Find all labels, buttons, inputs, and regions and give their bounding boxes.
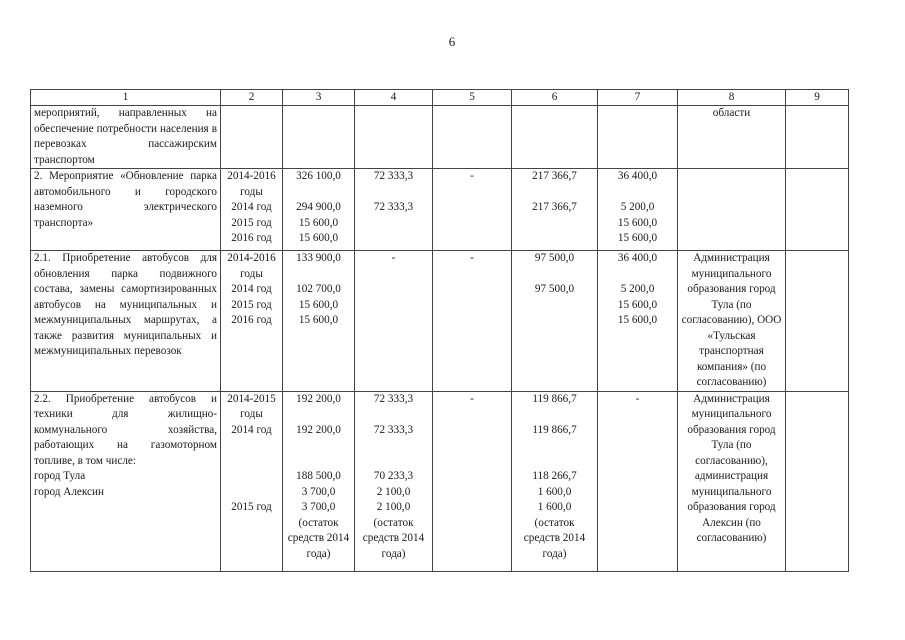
federal-amount-cell: - xyxy=(355,251,433,392)
total-amount-cell: 192 200,0 192 200,0 188 500,0 3 700,0 3 700,0 (остаток средств 2014 года) xyxy=(283,391,355,571)
header-cell: 9 xyxy=(786,90,849,106)
table-row xyxy=(31,169,849,251)
header-cell: 4 xyxy=(355,90,433,106)
table-row xyxy=(31,251,849,392)
local-amount-cell: 97 500,0 97 500,0 xyxy=(512,251,598,392)
responsible-executor: области xyxy=(678,106,786,169)
extra-amount-cell: 36 400,0 5 200,0 15 600,0 15 600,0 xyxy=(598,251,678,392)
responsible-executor: Администрация муниципального образования город Тула (по согласованию), ООО «Тульская транспортная компания» (по согласованию) xyxy=(678,251,786,392)
activity-description: 2.1. Приобретение автобусов для обновления парка подвижного состава, замены самортизированных автобусов на муниципальных и межмуниципальных маршрутах, а также развития муниципальных и межмуниципальных перевозок xyxy=(31,251,221,392)
local-amount-cell: 119 866,7 119 866,7 118 266,7 1 600,0 1 600,0 (остаток средств 2014 года) xyxy=(512,391,598,571)
header-cell: 8 xyxy=(678,90,786,106)
total-amount-cell: 326 100,0 294 900,0 15 600,0 15 600,0 xyxy=(283,169,355,251)
activity-description: 2. Мероприятие «Обновление парка автомобильного и городского наземного электрического транспорта» xyxy=(31,169,221,251)
period-cell: 2014-2016 годы 2014 год 2015 год 2016 год xyxy=(221,251,283,392)
program-table xyxy=(30,89,849,572)
period-cell: 2014-2015 годы 2014 год 2015 год xyxy=(221,391,283,571)
header-cell: 6 xyxy=(512,90,598,106)
header-cell: 3 xyxy=(283,90,355,106)
responsible-executor: Администрация муниципального образования город Тула (по согласованию), администрация муниципального образования город Алексин (по согласованию) xyxy=(678,391,786,571)
regional-amount-cell: - xyxy=(433,391,512,571)
extra-amount-cell: 36 400,0 5 200,0 15 600,0 15 600,0 xyxy=(598,169,678,251)
regional-amount-cell: - xyxy=(433,169,512,251)
total-amount-cell: 133 900,0 102 700,0 15 600,0 15 600,0 xyxy=(283,251,355,392)
federal-amount-cell: 72 333,3 72 333,3 xyxy=(355,169,433,251)
header-cell: 5 xyxy=(433,90,512,106)
activity-description: 2.2. Приобретение автобусов и техники для жилищно-коммунального хозяйства, работающих на газомоторном топливе, в том числе: город Тула город Алексин xyxy=(31,391,221,571)
extra-amount-cell: - xyxy=(598,391,678,571)
page-number: 6 xyxy=(448,34,456,49)
activity-description: мероприятий, направленных на обеспечение потребности населения в перевозках пассажирским транспортом xyxy=(31,106,221,169)
table-row xyxy=(31,106,849,169)
table-row xyxy=(31,391,849,571)
period-cell: 2014-2016 годы 2014 год 2015 год 2016 год xyxy=(221,169,283,251)
header-cell: 2 xyxy=(221,90,283,106)
header-row xyxy=(31,90,849,106)
header-cell: 1 xyxy=(31,90,221,106)
federal-amount-cell: 72 333,3 72 333,3 70 233,3 2 100,0 2 100,0 (остаток средств 2014 года) xyxy=(355,391,433,571)
local-amount-cell: 217 366,7 217 366,7 xyxy=(512,169,598,251)
regional-amount-cell: - xyxy=(433,251,512,392)
header-cell: 7 xyxy=(598,90,678,106)
